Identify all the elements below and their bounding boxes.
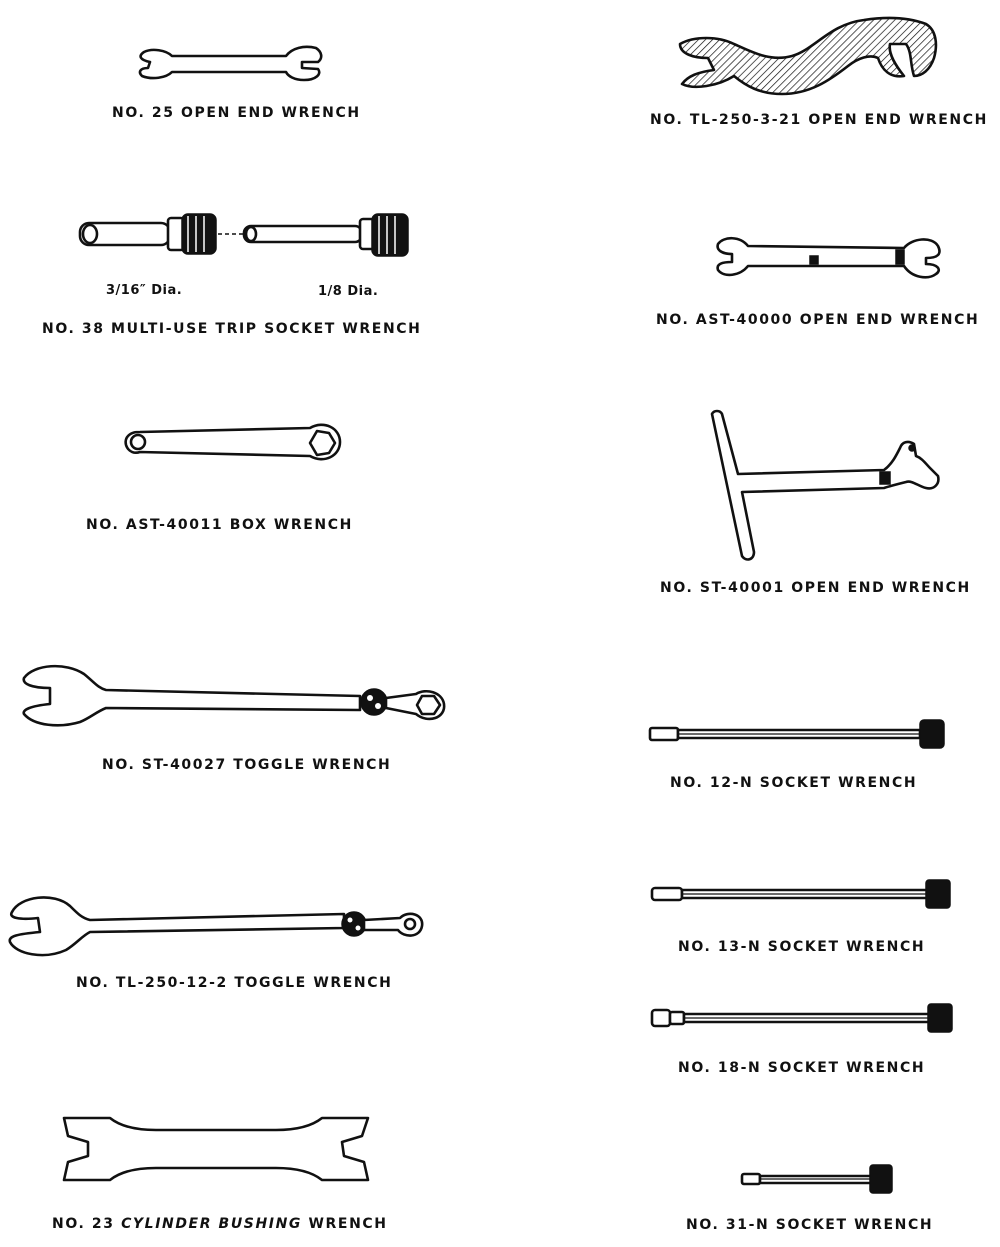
socket-wrench-13n-illustration xyxy=(650,878,954,912)
cylinder-bushing-label-suffix: WRENCH xyxy=(302,1216,388,1232)
cylinder-bushing-label-prefix: NO. 23 xyxy=(52,1216,122,1232)
cylinder-bushing-wrench-23-label xyxy=(52,1216,388,1232)
socket-wrench-12n-illustration xyxy=(648,716,952,752)
toggle-wrench-tl250122-label: NO. TL-250-12-2 TOGGLE WRENCH xyxy=(76,975,393,991)
toggle-wrench-st40027-label: NO. ST-40027 TOGGLE WRENCH xyxy=(102,757,392,773)
socket-wrench-31n-label: NO. 31-N SOCKET WRENCH xyxy=(686,1217,934,1233)
trip-socket-wrench-38-illustration xyxy=(76,210,416,262)
toggle-wrench-st40027-illustration xyxy=(20,662,450,728)
socket-wrench-12n-label: NO. 12-N SOCKET WRENCH xyxy=(670,775,918,791)
box-wrench-ast40011-illustration xyxy=(124,418,346,466)
trip-socket-left-diameter: 3/16″ Dia. xyxy=(106,283,183,298)
socket-wrench-13n-label: NO. 13-N SOCKET WRENCH xyxy=(678,939,926,955)
open-end-wrench-25-label: NO. 25 OPEN END WRENCH xyxy=(112,105,361,121)
cylinder-bushing-label-italic: CYLINDER BUSHING xyxy=(121,1216,303,1232)
open-end-wrench-st40001-illustration xyxy=(708,408,948,564)
open-end-wrench-tl250321-illustration xyxy=(674,14,954,100)
box-wrench-ast40011-label: NO. AST-40011 BOX WRENCH xyxy=(86,517,353,533)
open-end-wrench-ast40000-label: NO. AST-40000 OPEN END WRENCH xyxy=(656,312,980,328)
open-end-wrench-25-illustration xyxy=(136,42,326,84)
toggle-wrench-tl250122-illustration xyxy=(8,892,428,960)
trip-socket-wrench-38-label: NO. 38 MULTI-USE TRIP SOCKET WRENCH xyxy=(42,321,422,337)
socket-wrench-18n-label: NO. 18-N SOCKET WRENCH xyxy=(678,1060,926,1076)
open-end-wrench-tl250321-label: NO. TL-250-3-21 OPEN END WRENCH xyxy=(650,112,988,128)
cylinder-bushing-wrench-23-illustration xyxy=(56,1112,376,1186)
trip-socket-right-diameter: 1/8 Dia. xyxy=(318,284,379,299)
open-end-wrench-ast40000-illustration xyxy=(714,232,944,280)
socket-wrench-31n-illustration xyxy=(738,1162,898,1198)
socket-wrench-18n-illustration xyxy=(650,1002,956,1036)
open-end-wrench-st40001-label: NO. ST-40001 OPEN END WRENCH xyxy=(660,580,971,596)
